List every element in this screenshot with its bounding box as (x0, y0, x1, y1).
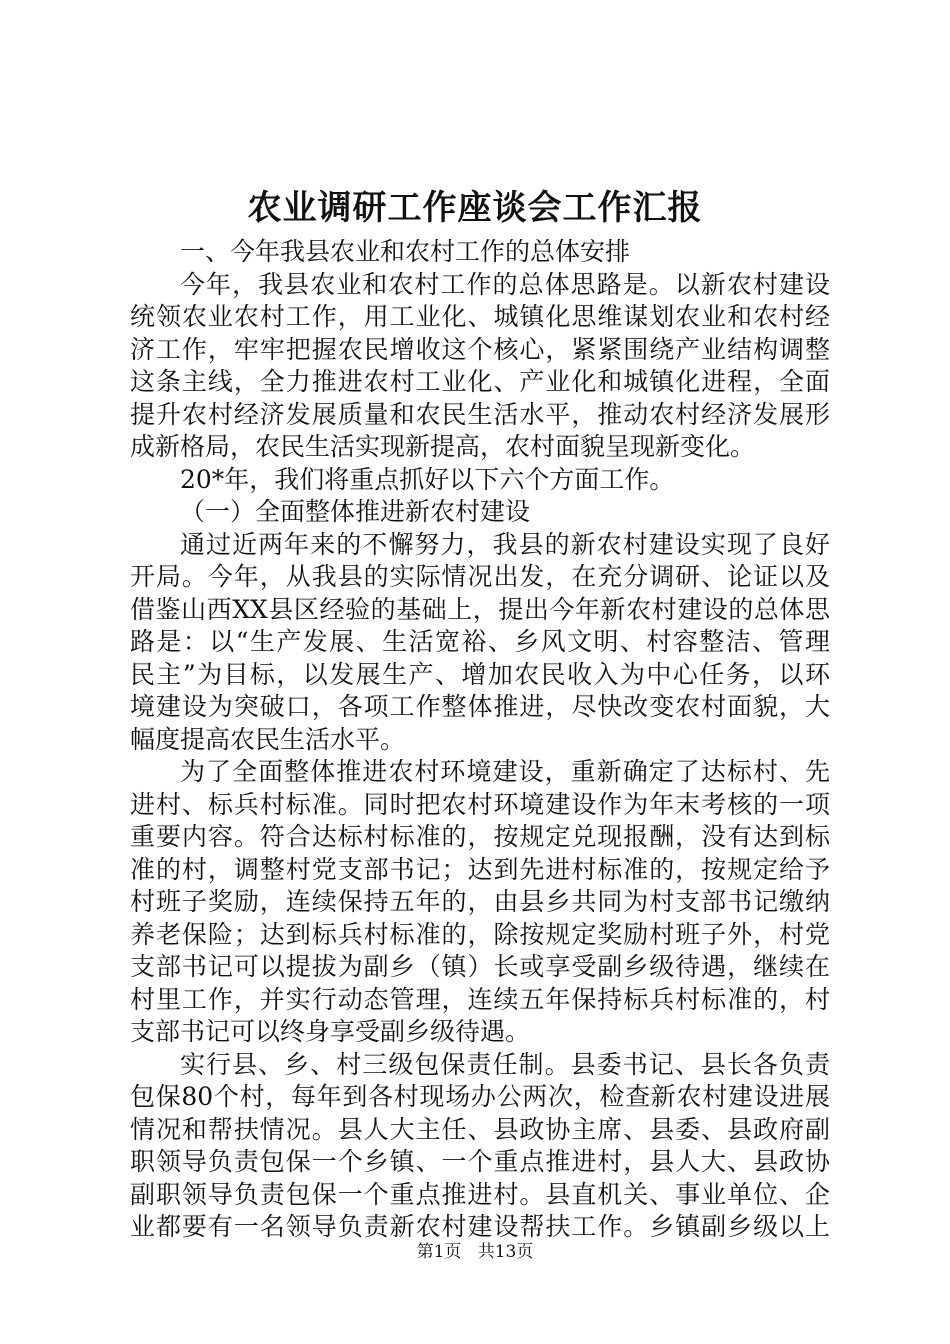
text-line: 村里工作，并实行动态管理，连续五年保持标兵村标准的，村 (130, 984, 830, 1014)
text-line: 副职领导负责包保一个重点推进村。县直机关、事业单位、企 (130, 1179, 830, 1209)
text-line: 济工作，牢牢把握农民增收这个核心，紧紧围绕产业结构调整 (130, 334, 830, 364)
text-line: 幅度提高农民生活水平。 (130, 724, 406, 754)
document-body (130, 236, 830, 1244)
text-line: 借鉴山西XX县区经验的基础上，提出今年新农村建设的总体思 (130, 594, 830, 624)
text-line: 成新格局，农民生活实现新提高，农村面貌呈现新变化。 (130, 432, 756, 461)
text-line: 开局。今年，从我县的实际情况出发，在充分调研、论证以及 (130, 562, 830, 591)
text-line: 进村、标兵村标准。同时把农村环境建设作为年末考核的一项 (130, 789, 830, 819)
text-line: 职领导负责包保一个乡镇、一个重点推进村，县人大、县政协 (130, 1147, 830, 1176)
text-line: 境建设为突破口，各项工作整体推进，尽快改变农村面貌，大 (130, 692, 830, 721)
document-title: 农业调研工作座谈会工作汇报 (247, 188, 703, 228)
text-line: 村班子奖励，连续保持五年的，由县乡共同为村支部书记缴纳 (130, 887, 830, 916)
text-line: 今年，我县农业和农村工作的总体思路是。以新农村建设 (180, 269, 830, 299)
page-total: 共13页 (477, 1242, 534, 1262)
text-line: 养老保险；达到标兵村标准的，除按规定奖励村班子外，村党 (130, 919, 830, 949)
text-line: 民主”为目标，以发展生产、增加农民收入为中心任务，以环 (130, 659, 830, 689)
text-line: 20*年，我们将重点抓好以下六个方面工作。 (180, 464, 675, 494)
text-line: 准的村，调整村党支部书记；达到先进村标准的，按规定给予 (130, 854, 830, 884)
page-spacer (467, 1242, 472, 1262)
text-line: 路是：以“生产发展、生活宽裕、乡风文明、村容整洁、管理 (130, 627, 830, 656)
text-line: 统领农业农村工作，用工业化、城镇化思维谋划农业和农村经 (130, 302, 830, 331)
text-line: 包保80个村，每年到各村现场办公两次，检查新农村建设进展 (130, 1082, 830, 1111)
text-line: 实行县、乡、村三级包保责任制。县委书记、县长各负责 (180, 1049, 830, 1079)
page-number: 第1页 (416, 1242, 462, 1262)
text-line: 重要内容。符合达标村标准的，按规定兑现报酬，没有达到标 (130, 822, 830, 851)
section-heading: 一、今年我县农业和农村工作的总体安排 (180, 237, 631, 266)
text-line: 通过近两年来的不懈努力，我县的新农村建设实现了良好 (180, 529, 830, 559)
subsection-heading: （一）全面整体推进新农村建设 (180, 497, 531, 526)
text-line: 业都要有一名领导负责新农村建设帮扶工作。乡镇副乡级以上 (130, 1212, 830, 1241)
text-line: 为了全面整体推进农村环境建设，重新确定了达标村、先 (180, 757, 830, 786)
text-line: 支部书记可以终身享受副乡级待遇。 (130, 1017, 531, 1046)
text-line: 情况和帮扶情况。县人大主任、县政协主席、县委、县政府副 (130, 1114, 830, 1144)
page-footer (0, 1240, 950, 1264)
text-line: 提升农村经济发展质量和农民生活水平，推动农村经济发展形 (130, 399, 830, 429)
text-line: 支部书记可以提拔为副乡（镇）长或享受副乡级待遇，继续在 (130, 952, 830, 981)
text-line: 这条主线，全力推进农村工业化、产业化和城镇化进程，全面 (130, 367, 830, 396)
